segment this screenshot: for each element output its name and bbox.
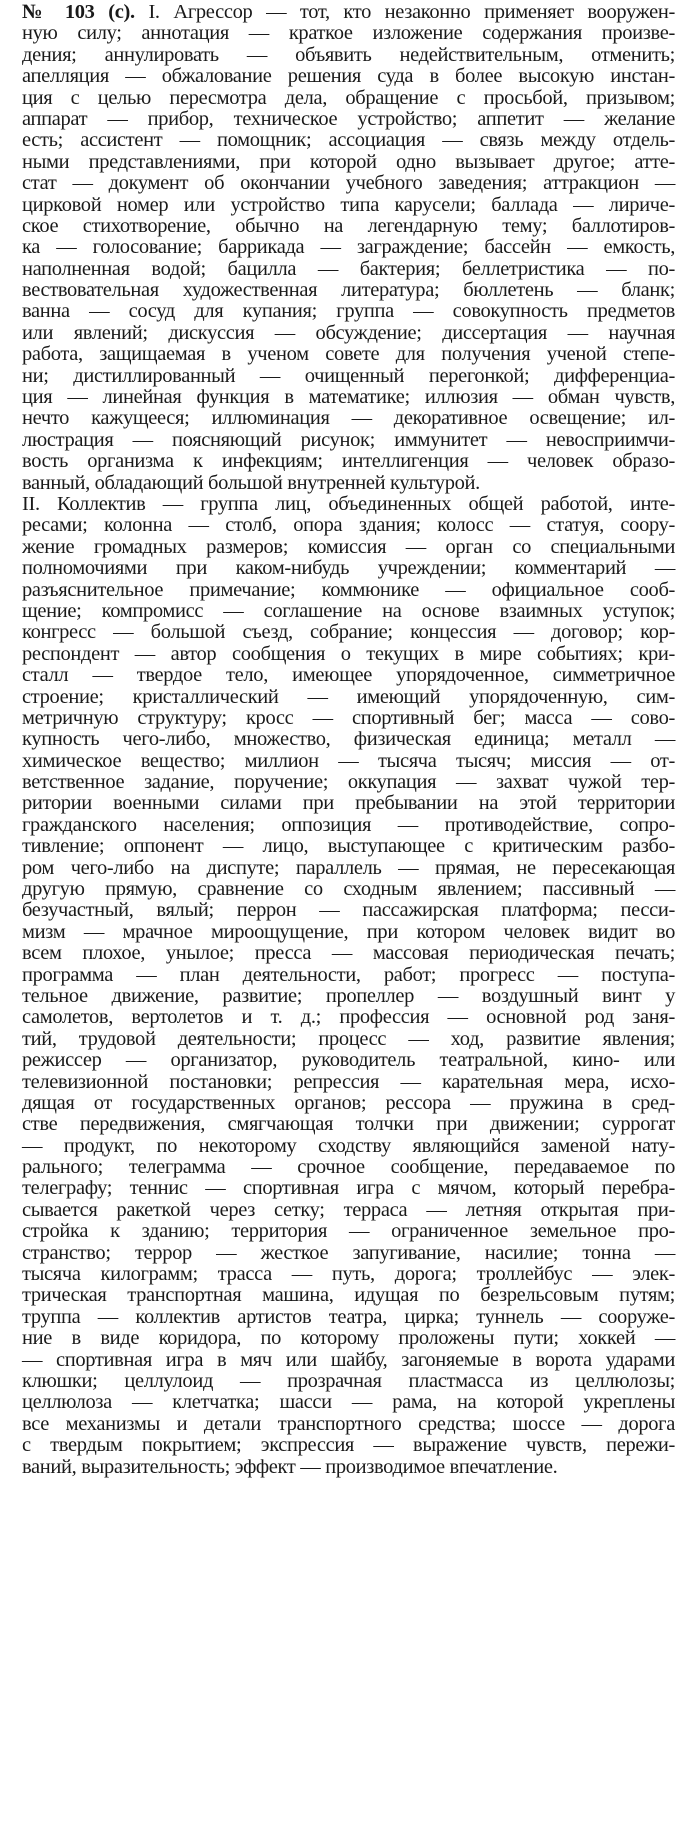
text-line-content: телеграфу; теннис — спортивная игра с мячом, который перебра- — [22, 1177, 675, 1200]
paragraph-section-ii — [22, 494, 675, 1478]
exercise-number: № 103 (с). — [22, 1, 135, 23]
text-line — [22, 836, 675, 857]
text-line — [22, 323, 675, 344]
text-line-content: наполненная водой; бацилла — бактерия; беллетристика — по- — [22, 257, 675, 280]
text-line-content: тельное движение, развитие; пропеллер — воздушный винт у — [22, 984, 675, 1007]
text-line-content: ское стихотворение, обычно на легендарную тему; баллотиров- — [22, 214, 675, 237]
text-line — [22, 1243, 675, 1264]
text-line-content: полномочиями при каком-нибудь учреждении; комментарий — — [22, 557, 675, 580]
text-line — [22, 408, 675, 429]
text-line-content: ную силу; аннотация — краткое изложение содержания произве- — [22, 22, 675, 45]
text-line — [22, 1221, 675, 1242]
text-line-content: всем плохое, унылое; пресса — массовая периодическая печать; — [22, 942, 675, 965]
text-line-content: телевизионной постановки; репрессия — карательная мера, исхо- — [22, 1070, 675, 1093]
text-line — [22, 515, 675, 536]
text-line — [22, 1136, 675, 1157]
text-line — [22, 622, 675, 643]
text-line-content: дения; аннулировать — объявить недействительным, отменить; — [22, 43, 675, 66]
text-line — [22, 1350, 675, 1371]
text-line — [22, 1050, 675, 1071]
exercise-text — [22, 2, 675, 1478]
text-line-content: стве передвижения, смягчающая толчки при движении; суррогат — [22, 1113, 675, 1136]
text-line — [22, 494, 675, 515]
text-line-content: II. Коллектив — группа лиц, объединенных общей работой, инте- — [22, 492, 675, 515]
paragraph-section-i — [22, 2, 675, 494]
text-line-content: сывается ракеткой через сетку; терраса — летняя открытая при- — [22, 1198, 675, 1221]
text-line-content: тий, трудовой деятельности; процесс — ход, развитие явления; — [22, 1027, 675, 1050]
text-line — [22, 259, 675, 280]
text-line-content: ка — голосование; баррикада — заграждение; бассейн — емкость, — [22, 236, 675, 259]
text-line — [22, 922, 675, 943]
text-line — [22, 173, 675, 194]
text-line — [22, 601, 675, 622]
text-line-content: ваний, выразительность; эффект — производимое впечатление. — [22, 1455, 558, 1478]
text-line — [22, 1414, 675, 1435]
text-line-content: трическая транспортная машина, идущая по безрельсовым путям; — [22, 1284, 675, 1307]
text-line — [22, 665, 675, 686]
text-line-content: тивление; оппонент — лицо, выступающее с критическим разбо- — [22, 835, 675, 858]
text-line-content: мизм — мрачное мироощущение, при котором человек видит во — [22, 920, 675, 943]
text-line — [22, 751, 675, 772]
text-line-content: вость организма к инфекциям; интеллигенция — человек образо- — [22, 450, 675, 473]
text-line-content: стройка к зданию; территория — ограниченное земельное про- — [22, 1220, 675, 1243]
text-line-content: есть; ассистент — помощник; ассоциация — связь между отдель- — [22, 129, 675, 152]
text-line — [22, 237, 675, 258]
text-line — [22, 195, 675, 216]
text-line-content: программа — план деятельности, работ; прогресс — поступа- — [22, 963, 675, 986]
text-line-content: цирковой номер или устройство типа карусели; баллада — лириче- — [22, 193, 675, 216]
text-line — [22, 473, 675, 494]
text-line — [22, 815, 675, 836]
text-line — [22, 387, 675, 408]
text-line-content: сталл — твердое тело, имеющее упорядоченное, симметричное — [22, 664, 675, 687]
text-line — [22, 1178, 675, 1199]
text-line — [22, 1029, 675, 1050]
text-line-content: стат — документ об окончании учебного заведения; аттракцион — — [22, 172, 675, 195]
text-line-content: ресами; колонна — столб, опора здания; колосс — статуя, соору- — [22, 514, 675, 537]
text-line — [22, 558, 675, 579]
text-line-content: вествовательная художественная литература; бюллетень — бланк; — [22, 279, 675, 302]
text-line-content: режиссер — организатор, руководитель театральной, кино- или — [22, 1049, 675, 1072]
text-line-content: или явлений; дискуссия — обсуждение; диссертация — научная — [22, 321, 675, 344]
text-line-content: разъяснительное примечание; коммюнике — официальное сооб- — [22, 578, 675, 601]
text-line-content: люстрация — поясняющий рисунок; иммунитет — невосприимчи- — [22, 428, 675, 451]
text-line-content: дящая от государственных органов; рессора — пружина в сред- — [22, 1091, 675, 1114]
text-line-content: клюшки; целлулоид — прозрачная пластмасса из целлюлозы; — [22, 1370, 675, 1392]
text-line — [22, 1457, 675, 1478]
text-line-content: нечто кажущееся; иллюминация — декоративное освещение; ил- — [22, 407, 675, 430]
text-line-content: ветственное задание, поручение; оккупация — захват чужой тер- — [22, 771, 675, 794]
text-line-content: респондент — автор сообщения о текущих в мире событиях; кри- — [22, 642, 675, 665]
text-line — [22, 1114, 675, 1135]
text-line-content: рального; телеграмма — срочное сообщение, передаваемое по — [22, 1156, 675, 1179]
text-line — [22, 109, 675, 130]
text-line-content: работа, защищаемая в ученом совете для получения ученой степе- — [22, 343, 675, 366]
text-line-content: безучастный, вялый; перрон — пассажирская платформа; песси- — [22, 899, 675, 922]
text-line-content: ние в виде коридора, по которому проложены пути; хоккей — — [22, 1327, 675, 1350]
text-line — [22, 1307, 675, 1328]
text-line-content: апелляция — обжалование решения суда в более высокую инстан- — [22, 65, 675, 88]
text-line-content: — спортивная игра в мяч или шайбу, загоняемые в ворота ударами — [22, 1348, 675, 1371]
text-line — [22, 1093, 675, 1114]
text-line — [22, 793, 675, 814]
text-line-content: ром чего-либо на диспуте; параллель — прямая, не пересекающая — [22, 856, 675, 879]
text-line — [22, 965, 675, 986]
text-line-content: ными представлениями, при которой одно вызывает другое; атте- — [22, 150, 675, 173]
text-line-content: жение громадных размеров; комиссия — орган со специальными — [22, 535, 675, 558]
text-line — [22, 1328, 675, 1349]
text-line — [22, 772, 675, 793]
text-line — [22, 344, 675, 365]
text-line — [22, 23, 675, 44]
text-line-content: химическое вещество; миллион — тысяча тысяч; миссия — от- — [22, 749, 675, 772]
text-line-content: странство; террор — жесткое запугивание, насилие; тонна — — [22, 1241, 675, 1264]
text-line-content: тысяча килограмм; трасса — путь, дорога; троллейбус — элек- — [22, 1263, 675, 1286]
text-line — [22, 301, 675, 322]
text-line — [22, 858, 675, 879]
text-line-content: щение; компромисс — соглашение на основе взаимных уступок; — [22, 599, 675, 622]
text-line-content: аппарат — прибор, техническое устройство; аппетит — желание — [22, 107, 675, 130]
text-line — [22, 1157, 675, 1178]
text-line-content: конгресс — большой съезд, собрание; концессия — договор; кор- — [22, 621, 675, 644]
text-line — [22, 1200, 675, 1221]
text-line — [22, 1072, 675, 1093]
text-line-content: другую прямую, сравнение со сходным явлением; пассивный — — [22, 878, 675, 901]
text-line-content: I. Агрессор — тот, кто незаконно применяет вооружен- — [148, 1, 676, 23]
text-line — [22, 1285, 675, 1306]
text-line-content: ция — линейная функция в математике; иллюзия — обман чувств, — [22, 386, 675, 409]
text-line — [22, 879, 675, 900]
text-line — [22, 537, 675, 558]
text-line-content: метричную структуру; кросс — спортивный бег; масса — сово- — [22, 706, 675, 729]
text-line — [22, 580, 675, 601]
text-line — [22, 1392, 675, 1413]
text-line — [22, 943, 675, 964]
text-line — [22, 280, 675, 301]
text-line — [22, 687, 675, 708]
text-line — [22, 451, 675, 472]
text-line-content: купность чего-либо, множество, физическая единица; металл — — [22, 728, 675, 751]
text-line — [22, 366, 675, 387]
text-line-content: самолетов, вертолетов и т. д.; профессия — основной род заня- — [22, 1006, 675, 1029]
text-line — [22, 45, 675, 66]
text-line — [22, 2, 675, 23]
text-line — [22, 644, 675, 665]
text-line-content: труппа — коллектив артистов театра, цирка; туннель — сооруже- — [22, 1305, 675, 1328]
text-line — [22, 1435, 675, 1456]
text-line-content: ритории военными силами при пребывании на этой территории — [22, 792, 675, 815]
text-line-content: целлюлоза — клетчатка; шасси — рама, на которой укреплены — [22, 1391, 675, 1414]
text-line-content: ни; дистиллированный — очищенный перегонкой; дифференциа- — [22, 364, 675, 387]
text-line — [22, 986, 675, 1007]
text-line-content: ция с целью пересмотра дела, обращение с просьбой, призывом; — [22, 86, 675, 109]
text-line — [22, 66, 675, 87]
text-line — [22, 1007, 675, 1028]
text-line-content: ванна — сосуд для купания; группа — совокупность предметов — [22, 300, 675, 323]
text-line — [22, 88, 675, 109]
text-line — [22, 430, 675, 451]
text-line — [22, 900, 675, 921]
text-line-content: гражданского населения; оппозиция — противодействие, сопро- — [22, 813, 675, 836]
text-line — [22, 729, 675, 750]
text-line-content: все механизмы и детали транспортного средства; шоссе — дорога — [22, 1412, 675, 1435]
text-line — [22, 152, 675, 173]
text-line-content: — продукт, по некоторому сходству являющийся заменой нату- — [22, 1134, 675, 1157]
text-line — [22, 216, 675, 237]
text-line-content: с твердым покрытием; экспрессия — выражение чувств, пережи- — [22, 1434, 675, 1457]
text-line — [22, 130, 675, 151]
text-line — [22, 1264, 675, 1285]
text-line — [22, 708, 675, 729]
text-line — [22, 1371, 675, 1392]
text-line-content: строение; кристаллический — имеющий упорядоченную, сим- — [22, 685, 675, 708]
text-line-content: ванный, обладающий большой внутренней культурой. — [22, 471, 480, 494]
